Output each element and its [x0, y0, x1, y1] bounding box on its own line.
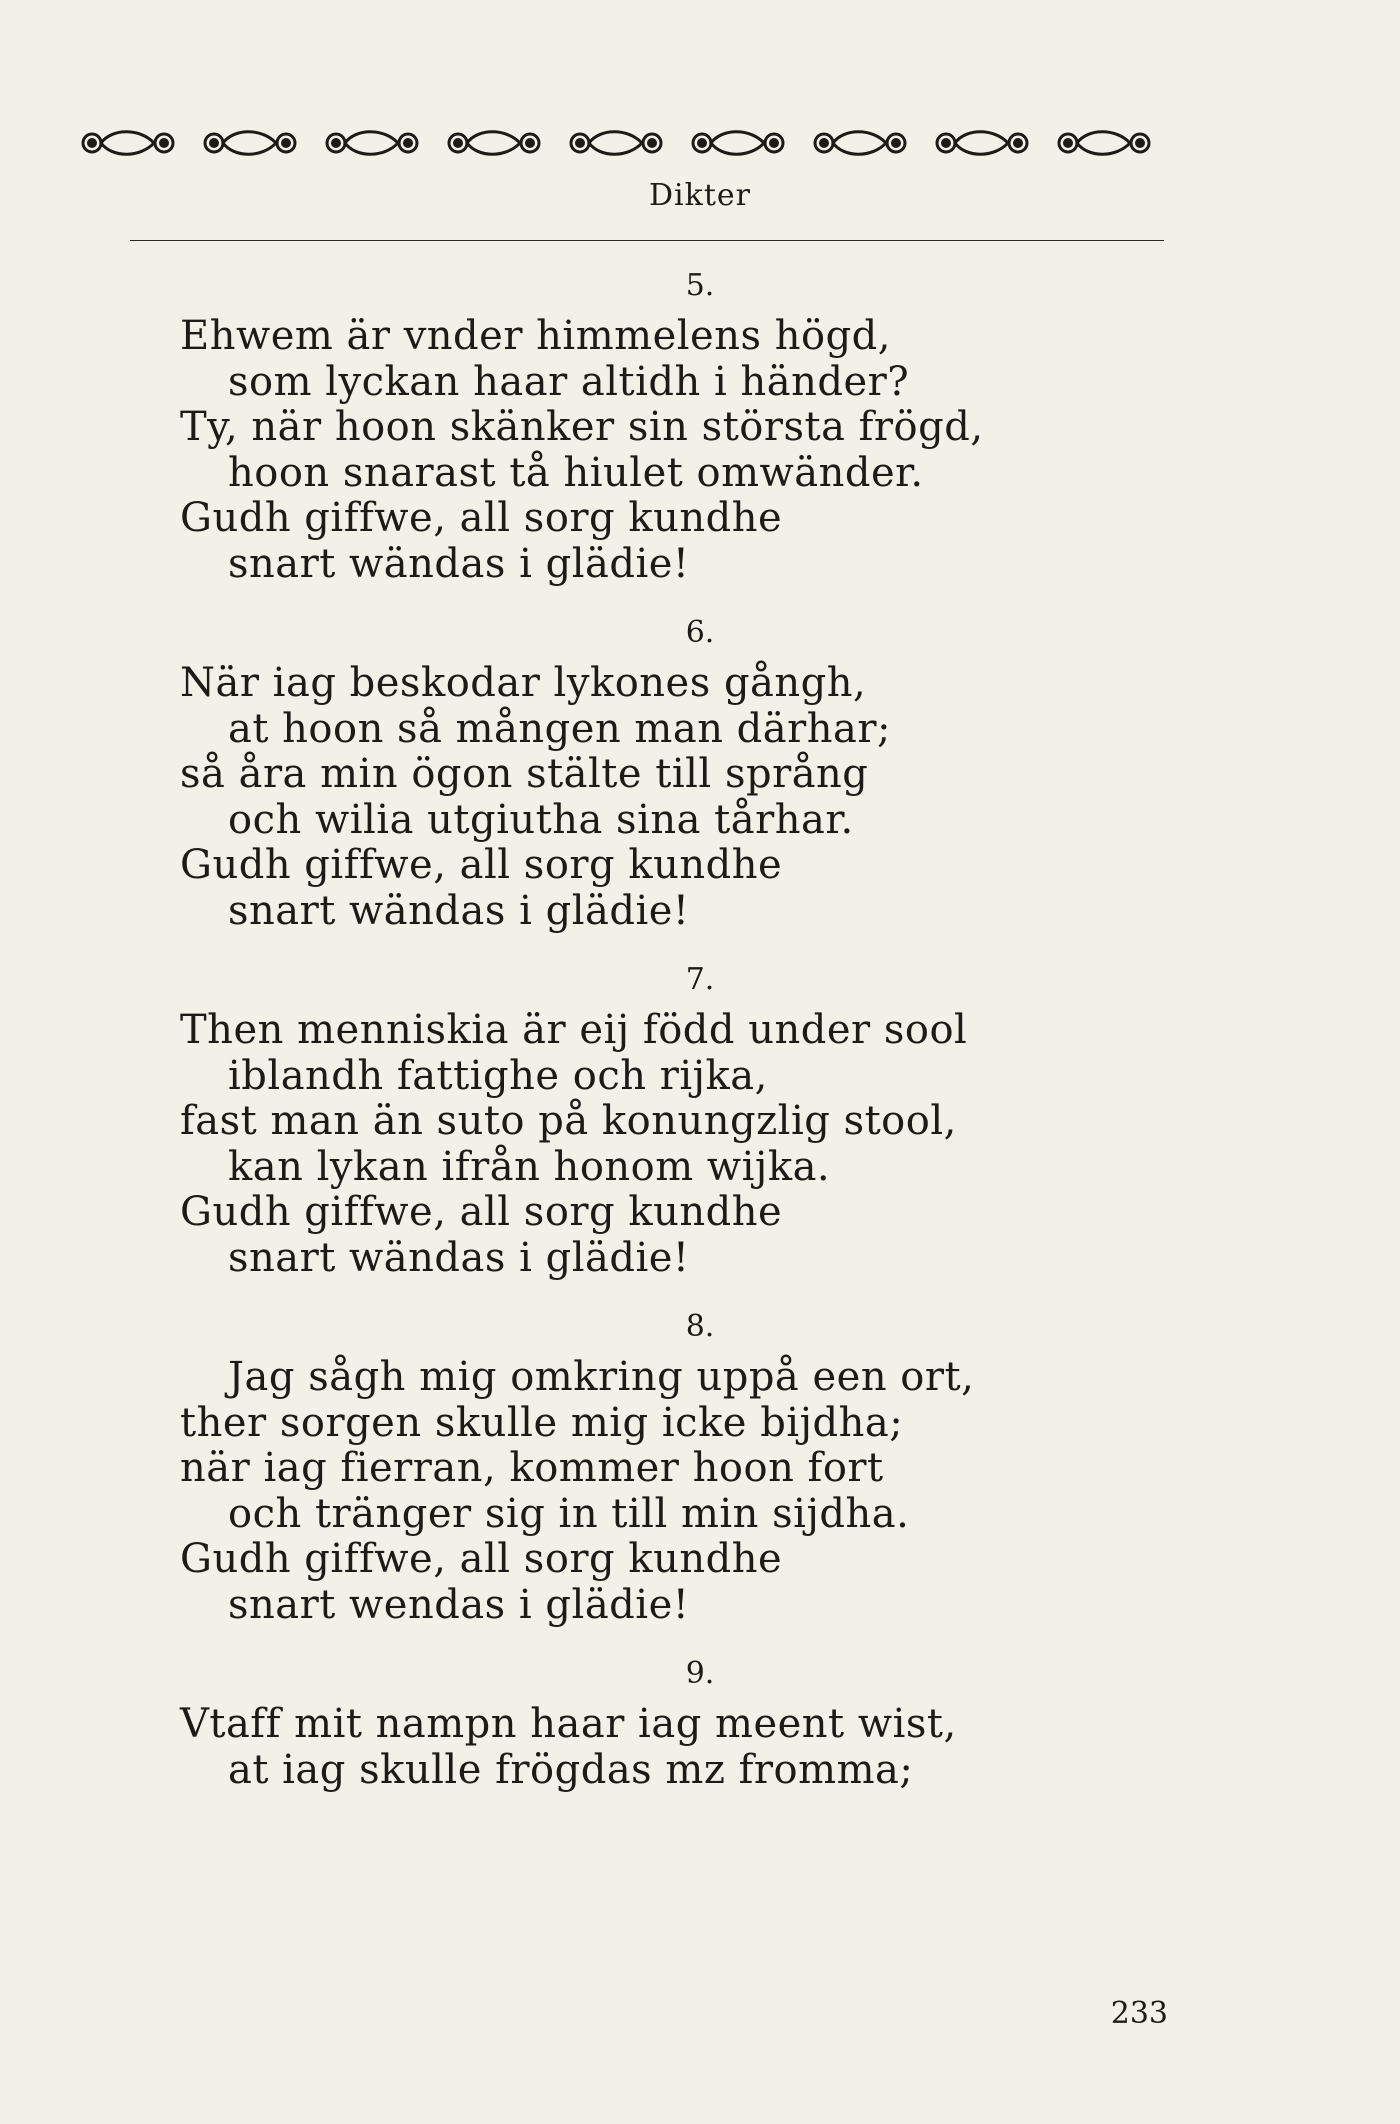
- verse-line: snart wändas i glädie!: [228, 1234, 690, 1281]
- verse-line: at iag skulle frögdas mz fromma;: [228, 1746, 914, 1793]
- stanza-5: [0, 266, 1400, 587]
- verse-line: hoon snarast tå hiulet omwänder.: [228, 449, 924, 496]
- verse-line: Vtaff mit nampn haar iag meent wist,: [180, 1701, 957, 1747]
- running-head: Dikter: [649, 178, 751, 213]
- header-rule: [130, 240, 1164, 241]
- stanza-number: 7.: [685, 962, 715, 997]
- verse-line: ther sorgen skulle mig icke bijdha;: [180, 1399, 904, 1446]
- verse-line: snart wändas i glädie!: [228, 887, 690, 934]
- page-number: 233: [1110, 1996, 1168, 2031]
- verse-line: när iag fierran, kommer hoon fort: [180, 1445, 884, 1491]
- stanza-number: 9.: [685, 1656, 715, 1691]
- verse-line: Ehwem är vnder himmelens högd,: [180, 313, 891, 359]
- verse-line: kan lykan ifrån honom wijka.: [228, 1143, 831, 1190]
- verse-line: Gudh giffwe, all sorg kundhe: [180, 495, 783, 541]
- verse-line: och tränger sig in till min sijdha.: [228, 1490, 910, 1537]
- verse-line: När iag beskodar lykones gångh,: [180, 660, 867, 706]
- verse-line: Gudh giffwe, all sorg kundhe: [180, 1189, 783, 1235]
- verse-line: Then menniskia är eij född under sool: [180, 1007, 968, 1053]
- verse-line: Jag sågh mig omkring uppå een ort,: [228, 1354, 975, 1400]
- stanza-number: 5.: [685, 268, 715, 303]
- stanza-9: [0, 1654, 1400, 1793]
- verse-line: som lyckan haar altidh i händer?: [228, 358, 910, 405]
- verse-line: iblandh fattighe och rijka,: [228, 1052, 768, 1099]
- stanza-6: [0, 613, 1400, 934]
- verse-line: at hoon så mången man därhar;: [228, 705, 891, 752]
- decorative-border-ornament: [78, 122, 1180, 164]
- verse-line: fast man än suto på konungzlig stool,: [180, 1098, 957, 1144]
- stanza-7: [0, 960, 1400, 1281]
- verse-line: och wilia utgiutha sina tårhar.: [228, 796, 854, 843]
- verse-line: Gudh giffwe, all sorg kundhe: [180, 1536, 783, 1582]
- verse-line: snart wendas i glädie!: [228, 1581, 690, 1628]
- verse-line: Ty, när hoon skänker sin största frögd,: [180, 404, 984, 450]
- stanza-number: 6.: [685, 615, 715, 650]
- verse-line: Gudh giffwe, all sorg kundhe: [180, 842, 783, 888]
- stanza-number: 8.: [685, 1309, 715, 1344]
- stanza-8: [0, 1307, 1400, 1628]
- verse-line: snart wändas i glädie!: [228, 540, 690, 587]
- poem-body: [0, 266, 1400, 1793]
- verse-line: så åra min ögon stälte till språng: [180, 751, 869, 797]
